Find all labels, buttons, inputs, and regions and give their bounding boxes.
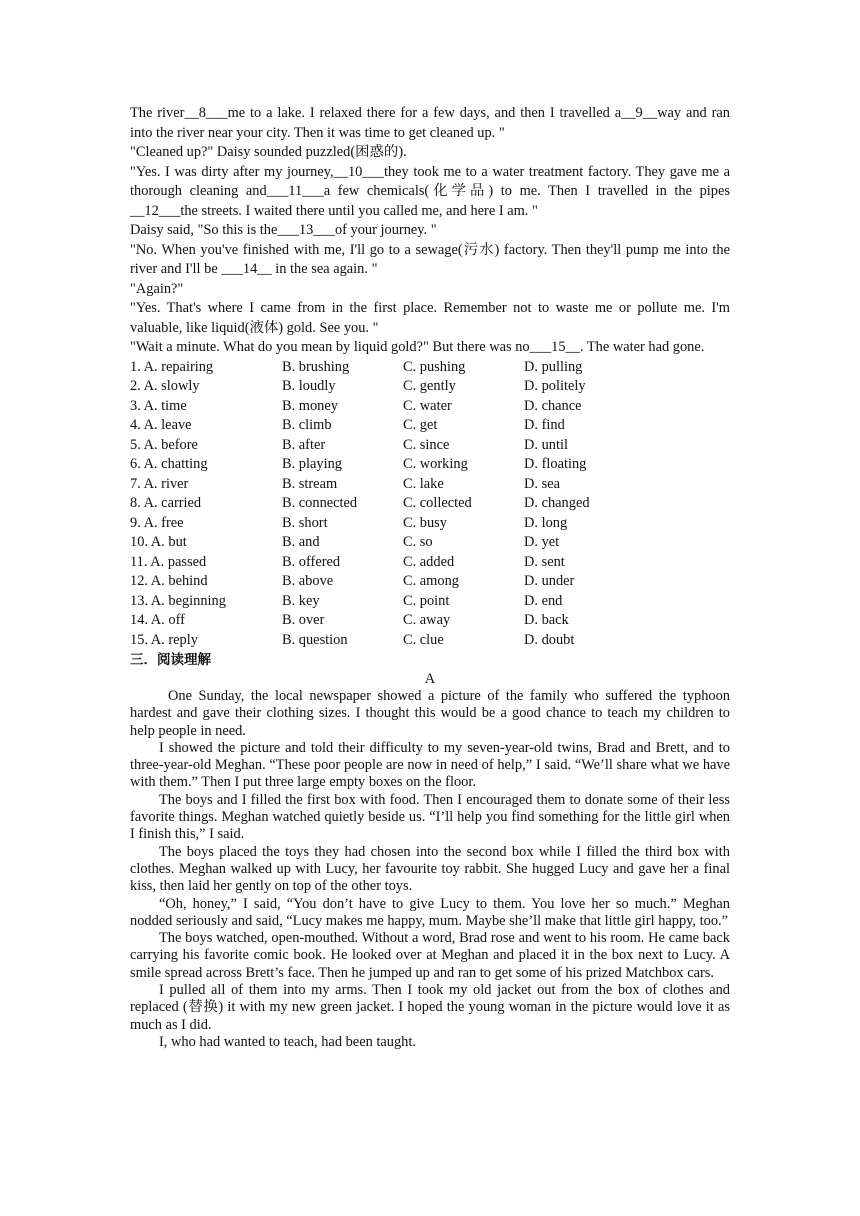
- option-d: D. under: [524, 573, 575, 589]
- option-b: B. key: [282, 592, 320, 609]
- option-b: B. stream: [282, 475, 338, 492]
- option-d: D. pulling: [524, 358, 583, 375]
- option-d: D. yet: [524, 534, 560, 550]
- option-b: B. and: [282, 534, 320, 550]
- document-content: [130, 104, 730, 1051]
- option-row: [130, 494, 730, 514]
- passage-paragraph: I pulled all of them into my arms. Then I took my old jacket out from the box of clothes and replaced (替换) it with my new green jacket. I hoped the young woman in the picture would love it as much as I did.: [130, 982, 730, 1033]
- option-b: B. above: [282, 573, 334, 589]
- option-d: D. back: [524, 612, 569, 628]
- option-c: C. water: [403, 397, 452, 414]
- story-paragraph: "Wait a minute. What do you mean by liquid gold?" But there was no___15__. The water had gone.: [130, 339, 705, 355]
- passage-paragraph: The boys and I filled the first box with food. Then I encouraged them to donate some of their less favorite things. Meghan watched quietly beside us. “I’ll help you find something for the little girl when I finish this,” I said.: [130, 791, 730, 843]
- option-a: 8. A. carried: [130, 495, 202, 511]
- option-b: B. question: [282, 631, 348, 648]
- option-c: C. clue: [403, 631, 444, 648]
- option-b: B. over: [282, 612, 325, 628]
- passage-paragraph: “Oh, honey,” I said, “You don’t have to give Lucy to them. You love her so much.” Meghan nodded seriously and said, “Lucy makes me happy, mum. Maybe she’ll make that little girl happy, too.”: [130, 895, 730, 929]
- option-a: 2. A. slowly: [130, 378, 200, 394]
- option-c: C. added: [403, 553, 455, 570]
- story-paragraph: "Yes. That's where I came from in the first place. Remember not to waste me or pollute me. I'm valuable, like liquid(液体) gold. See you. ": [130, 300, 730, 336]
- option-b: B. loudly: [282, 378, 336, 394]
- option-d: D. sent: [524, 553, 565, 570]
- option-a: 10. A. but: [130, 534, 187, 550]
- option-d: D. find: [524, 417, 565, 433]
- story-paragraph: "Cleaned up?" Daisy sounded puzzled(困惑的).: [130, 144, 407, 160]
- option-d: D. politely: [524, 378, 586, 394]
- option-b: B. short: [282, 514, 328, 531]
- option-c: C. away: [403, 612, 451, 628]
- option-a: 5. A. before: [130, 436, 198, 453]
- story-paragraph: Daisy said, "So this is the___13___of your journey. ": [130, 222, 437, 238]
- option-a: 14. A. off: [130, 612, 185, 628]
- option-b: B. connected: [282, 495, 358, 511]
- option-c: C. get: [403, 417, 438, 433]
- story-paragraph: "No. When you've finished with me, I'll go to a sewage(污水) factory. Then they'll pump me into the river and I'll be ___14__ in the sea again. ": [130, 241, 730, 277]
- passage-paragraph: One Sunday, the local newspaper showed a picture of the family who suffered the typhoon hardest and gave their clothing sizes. I thought this would be a good chance to teach my children to help people in need.: [130, 688, 730, 739]
- passage-paragraph: I showed the picture and told their difficulty to my seven-year-old twins, Brad and Brett, and to three-year-old Meghan. “These poor people are now in need of help,” I said. “We’ll share what we have with them.” Then I put three large empty boxes on the floor.: [130, 739, 730, 791]
- option-a: 6. A. chatting: [130, 456, 208, 472]
- option-a: 12. A. behind: [130, 573, 208, 589]
- option-d: D. floating: [524, 456, 587, 472]
- passage-paragraph: The boys placed the toys they had chosen into the second box while I filled the third box with clothes. Meghan walked up with Lucy, her favourite toy rabbit. She hugged Lucy and gave her a final kiss, then laid her gently on top of the other toys.: [130, 843, 730, 895]
- option-row: [130, 436, 730, 456]
- option-b: B. climb: [282, 417, 332, 433]
- option-c: C. working: [403, 456, 468, 472]
- option-c: C. pushing: [403, 358, 466, 375]
- option-row: [130, 416, 730, 436]
- option-c: C. busy: [403, 514, 447, 531]
- option-a: 7. A. river: [130, 475, 189, 492]
- reading-passage: [130, 688, 730, 1051]
- option-row: [130, 397, 730, 417]
- section-heading: 三．阅读理解: [130, 652, 211, 668]
- option-d: D. chance: [524, 397, 582, 414]
- option-c: C. lake: [403, 475, 444, 492]
- option-c: C. collected: [403, 495, 472, 511]
- option-d: D. changed: [524, 495, 590, 511]
- option-a: 3. A. time: [130, 397, 187, 414]
- option-row: [130, 533, 730, 553]
- option-b: B. after: [282, 436, 326, 453]
- option-c: C. among: [403, 573, 459, 589]
- option-row: [130, 553, 730, 573]
- option-d: D. until: [524, 436, 568, 453]
- option-d: D. sea: [524, 475, 560, 492]
- story-paragraph: "Yes. I was dirty after my journey,__10___they took me to a water treatment factory. They gave me a thorough cleaning and___11___a few chemicals(化学品) to me. Then I travelled in the pipes __12___the streets. I waited there until you called me, and here I am. ": [130, 163, 730, 219]
- answer-options: [130, 358, 730, 651]
- option-a: 9. A. free: [130, 514, 184, 531]
- story-paragraph: The river__8___me to a lake. I relaxed there for a few days, and then I travelled a__9__way and ran into the river near your city. Then it was time to get cleaned up. ": [130, 105, 730, 141]
- option-row: [130, 572, 730, 592]
- option-row: [130, 631, 730, 651]
- passage-title: A: [424, 671, 436, 687]
- option-a: 1. A. repairing: [130, 358, 214, 375]
- option-d: D. doubt: [524, 631, 575, 648]
- passage-paragraph: I, who had wanted to teach, had been taught.: [159, 1033, 416, 1050]
- option-c: C. point: [403, 592, 450, 609]
- option-a: 15. A. reply: [130, 631, 198, 648]
- option-b: B. money: [282, 397, 338, 414]
- option-a: 11. A. passed: [130, 553, 207, 570]
- option-row: [130, 611, 730, 631]
- option-b: B. brushing: [282, 358, 350, 375]
- option-row: [130, 358, 730, 378]
- option-d: D. end: [524, 592, 563, 609]
- story-paragraph: "Again?": [130, 280, 184, 297]
- passage-paragraph: The boys watched, open-mouthed. Without a word, Brad rose and went to his room. He came back carrying his favorite comic book. He looked over at Meghan and placed it in the box next to Lucy. A smile spread across Brett’s face. Then he jumped up and ran to get some of his prized Matchbox cars.: [130, 930, 730, 981]
- option-row: [130, 514, 730, 534]
- option-c: C. so: [403, 534, 433, 550]
- option-row: [130, 592, 730, 612]
- option-b: B. playing: [282, 456, 342, 472]
- option-row: [130, 475, 730, 495]
- option-row: [130, 377, 730, 397]
- option-b: B. offered: [282, 553, 341, 570]
- option-d: D. long: [524, 514, 568, 531]
- option-row: [130, 455, 730, 475]
- option-a: 4. A. leave: [130, 417, 192, 433]
- story-section: [130, 104, 730, 358]
- option-c: C. since: [403, 436, 450, 453]
- option-c: C. gently: [403, 378, 456, 394]
- option-a: 13. A. beginning: [130, 592, 226, 609]
